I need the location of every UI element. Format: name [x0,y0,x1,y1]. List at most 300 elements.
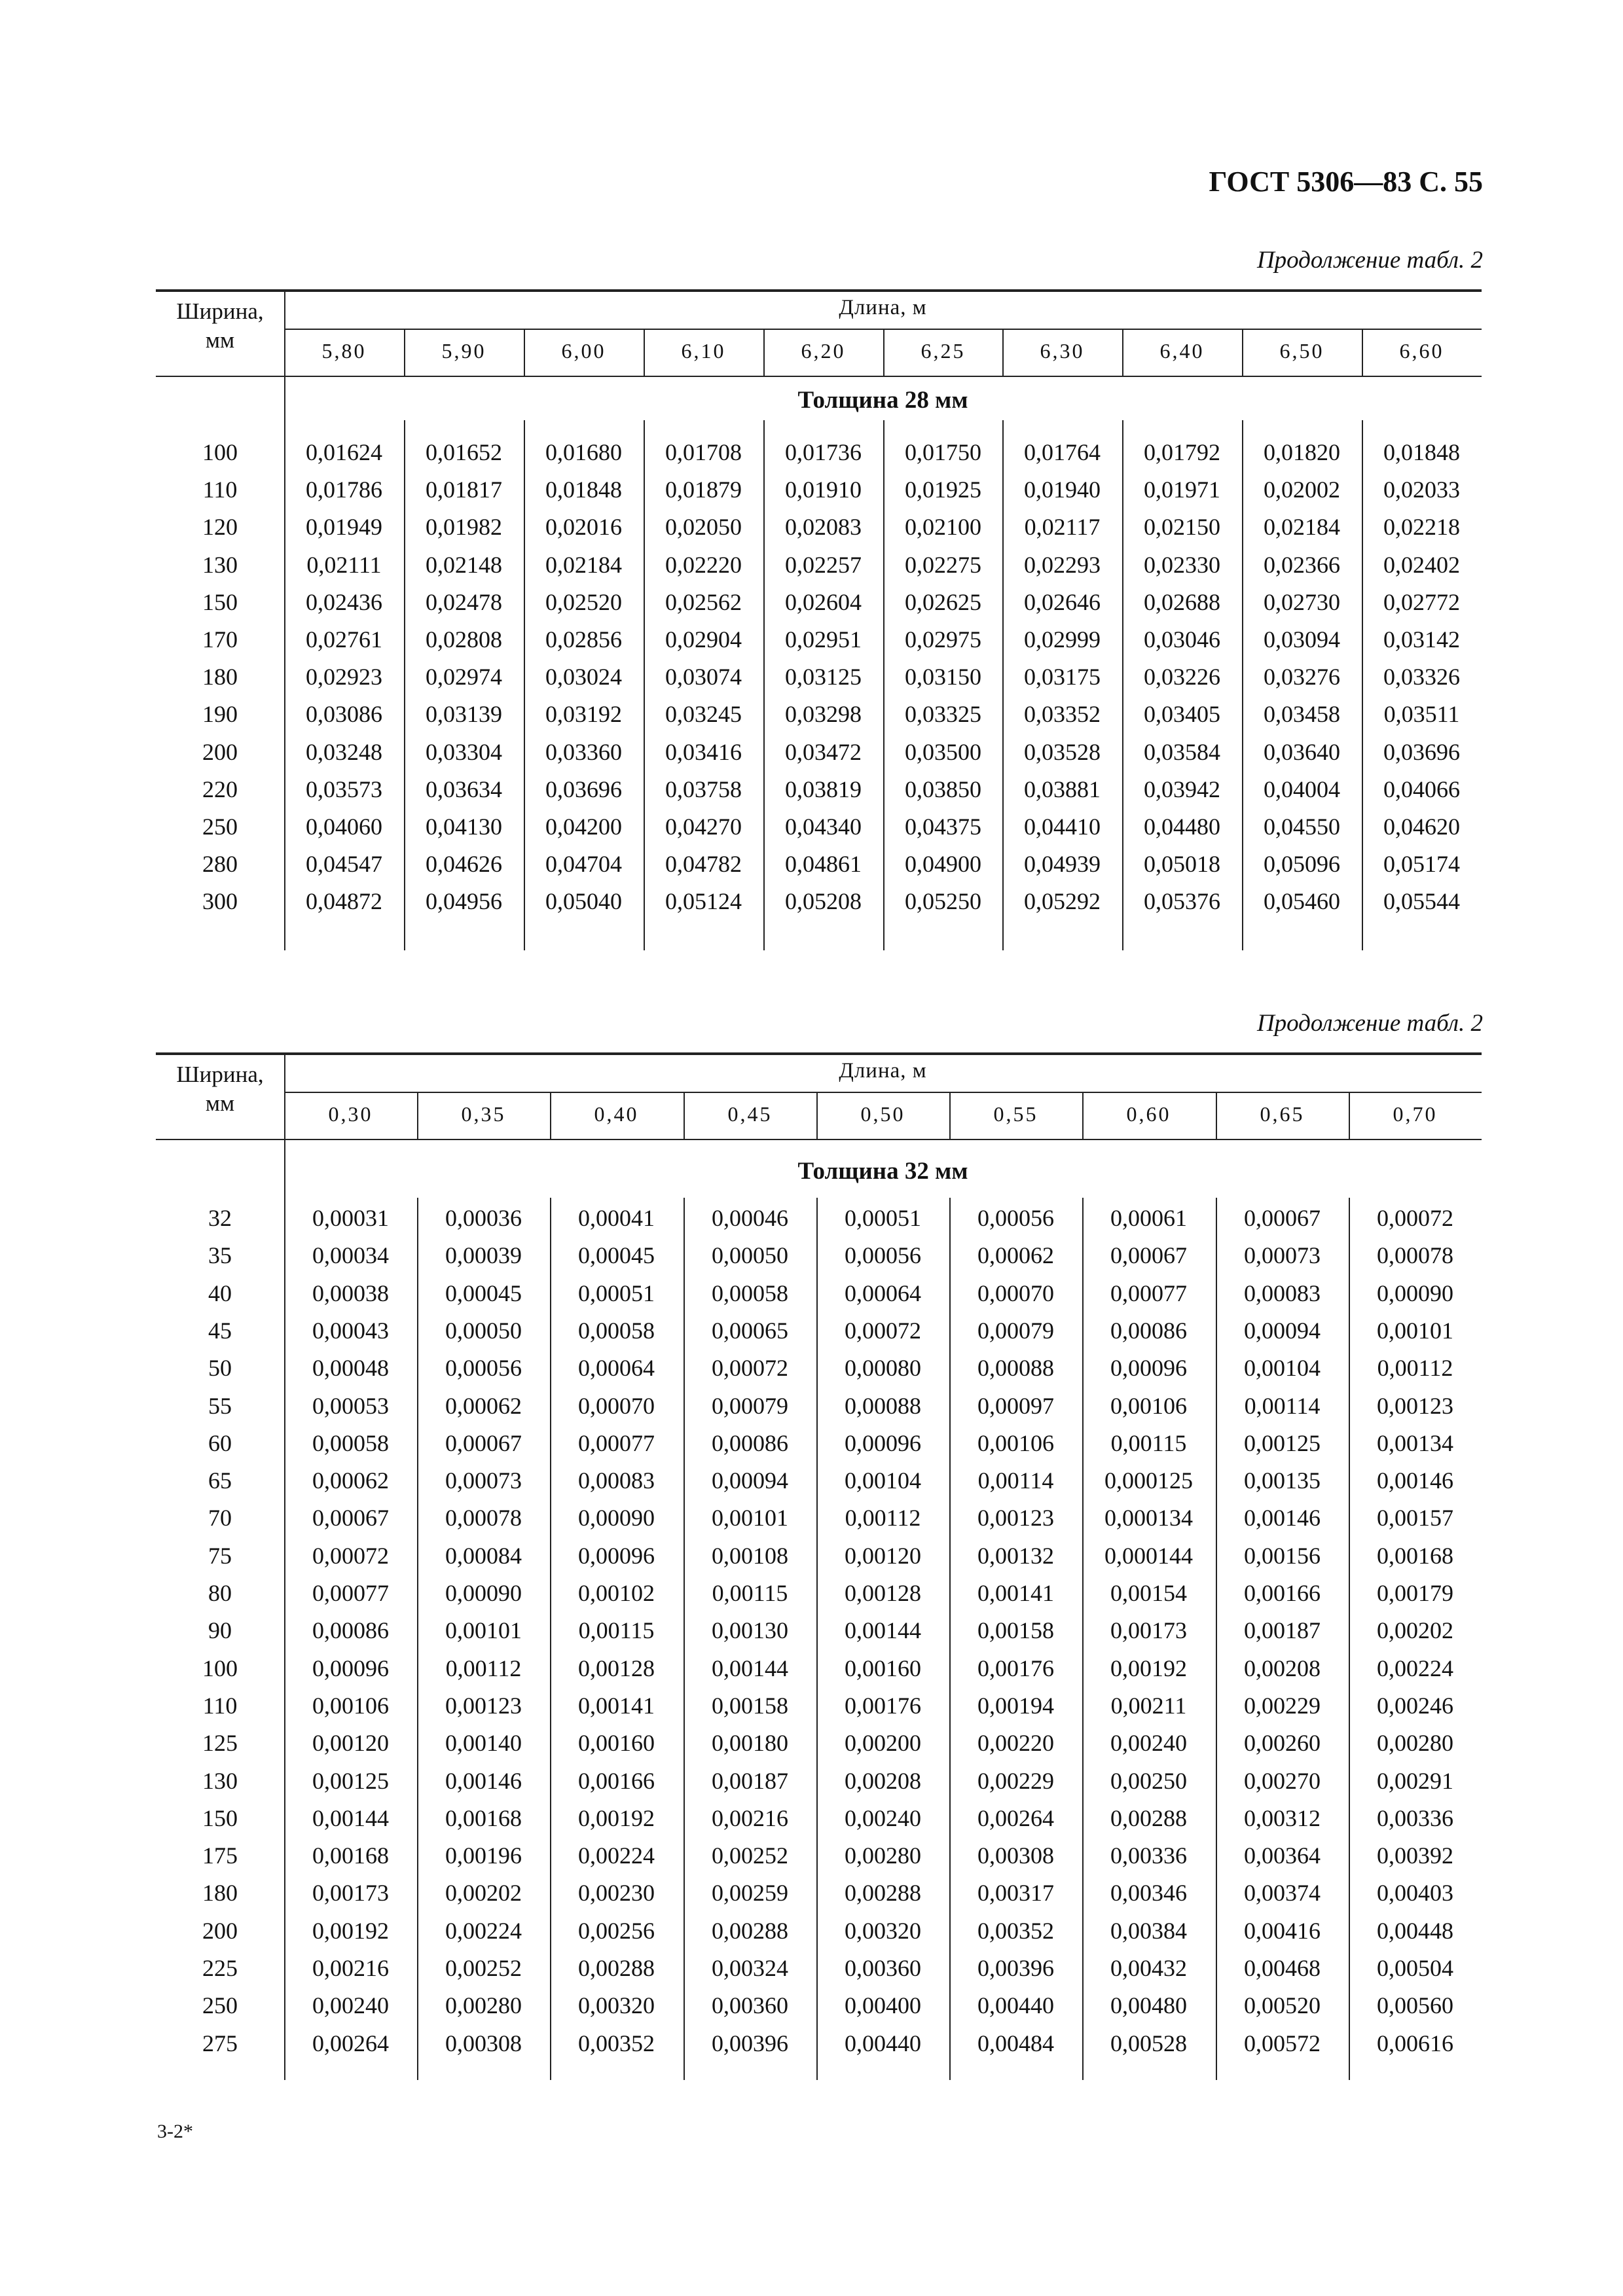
table-cell: 0,03139 [426,701,502,728]
table-cell: 0,00096 [1110,1355,1187,1382]
table-cell: 0,00120 [845,1542,921,1569]
table-cell: 0,00078 [1377,1242,1453,1269]
length-column-header: 0,30 [328,1102,373,1126]
table-cell: 0,03634 [426,776,502,802]
table-cell: 0,00158 [977,1617,1054,1644]
table-cell: 0,04410 [1024,814,1101,840]
table-cell: 0,00166 [578,1767,655,1794]
table-cell: 0,03226 [1144,664,1220,691]
table-cell: 0,00224 [445,1917,522,1944]
table-cell: 0,02111 [306,551,382,578]
table-cell: 0,02646 [1024,588,1101,615]
table-top-rule [156,289,1482,292]
weight-table-32mm [156,1052,1482,2080]
table-cell: 0,00101 [1377,1317,1453,1344]
table-cell: 0,03696 [1383,738,1460,765]
table-cell: 0,02220 [665,551,742,578]
table-cell: 0,00086 [1110,1317,1187,1344]
table-cell: 0,00073 [1244,1242,1321,1269]
table-cell: 0,00176 [845,1692,921,1719]
table-cell: 0,01820 [1264,439,1340,465]
width-column-header: Ширина, мм [176,298,264,353]
width-value: 32 [208,1205,232,1231]
table-cell: 0,01910 [785,476,862,503]
table-cell: 0,03125 [785,664,862,691]
table-cell: 0,00123 [1377,1392,1453,1419]
length-column-header: 6,40 [1159,339,1205,363]
table-cell: 0,02366 [1264,551,1340,578]
table-cell: 0,00176 [977,1655,1054,1681]
table-cell: 0,00224 [578,1842,655,1869]
length-header: Длина, м [839,1059,927,1083]
table-cell: 0,00062 [445,1392,522,1419]
table-cell: 0,00034 [312,1242,389,1269]
table-cell: 0,00416 [1244,1917,1321,1944]
length-column-header: 6,30 [1040,339,1085,363]
table-cell: 0,02257 [785,551,862,578]
length-column-header: 0,60 [1126,1102,1171,1126]
table-cell: 0,02330 [1144,551,1220,578]
table-cell: 0,00196 [445,1842,522,1869]
table-cell: 0,02562 [665,588,742,615]
table-cell: 0,03528 [1024,738,1101,765]
table-cell: 0,00114 [977,1467,1054,1494]
width-value: 280 [202,851,238,878]
table-cell: 0,03472 [785,738,862,765]
table-cell: 0,00396 [712,2030,788,2056]
table-cell: 0,01879 [665,476,742,503]
table-cell: 0,00056 [977,1205,1054,1231]
width-value: 200 [202,738,238,765]
table-cell: 0,00078 [445,1505,522,1532]
table-cell: 0,00229 [977,1767,1054,1794]
table-cell: 0,00080 [845,1355,921,1382]
table-cell: 0,03276 [1264,664,1340,691]
table-cell: 0,00192 [1110,1655,1187,1681]
table-cell: 0,04861 [785,851,862,878]
table-cell: 0,02016 [545,514,622,541]
table-cell: 0,00125 [312,1767,389,1794]
table-cell: 0,00288 [712,1917,788,1944]
table-cell: 0,00101 [445,1617,522,1644]
table-cell: 0,00560 [1377,1992,1453,2019]
table-cell: 0,00097 [977,1392,1054,1419]
width-value: 150 [202,1804,238,1831]
width-value: 55 [208,1392,232,1419]
table-cell: 0,05544 [1383,888,1460,915]
table-cell: 0,00062 [977,1242,1054,1269]
table-cell: 0,00053 [312,1392,389,1419]
table-cell: 0,01736 [785,439,862,465]
width-value: 65 [208,1467,232,1494]
table-cell: 0,00259 [712,1880,788,1907]
table-cell: 0,03942 [1144,776,1220,802]
table-cell: 0,00084 [445,1542,522,1569]
table-cell: 0,00256 [578,1917,655,1944]
length-column-header: 6,25 [921,339,966,363]
width-value: 120 [202,514,238,541]
table-cell: 0,04782 [665,851,742,878]
table-cell: 0,00062 [312,1467,389,1494]
table-cell: 0,02150 [1144,514,1220,541]
length-column-header: 0,70 [1393,1102,1438,1126]
table-cell: 0,00067 [445,1429,522,1456]
table-cell: 0,00045 [578,1242,655,1269]
table-cell: 0,00115 [578,1617,655,1644]
width-value: 75 [208,1542,232,1569]
table-cell: 0,02772 [1383,588,1460,615]
table-cell: 0,02083 [785,514,862,541]
table-cell: 0,00260 [1244,1730,1321,1757]
table-cell: 0,03074 [665,664,742,691]
table-cell: 0,00168 [445,1804,522,1831]
table-cell: 0,00123 [977,1505,1054,1532]
table-cell: 0,00360 [712,1992,788,2019]
table-cell: 0,03416 [665,738,742,765]
table-cell: 0,00125 [1244,1429,1321,1456]
length-column-header: 6,20 [801,339,846,363]
table-cell: 0,00246 [1377,1692,1453,1719]
table-header-bottom-rule [156,1139,1482,1140]
table-cell: 0,03584 [1144,738,1220,765]
table-cell: 0,00154 [1110,1580,1187,1606]
width-value: 300 [202,888,238,915]
table-cell: 0,01764 [1024,439,1101,465]
table-cell: 0,00056 [845,1242,921,1269]
table-cell: 0,00141 [578,1692,655,1719]
table-cell: 0,00291 [1377,1767,1453,1794]
table-cell: 0,00200 [845,1730,921,1757]
table-cell: 0,00144 [712,1655,788,1681]
table-cell: 0,00067 [1110,1242,1187,1269]
table-cell: 0,00096 [312,1655,389,1681]
width-value: 220 [202,776,238,802]
table-cell: 0,05096 [1264,851,1340,878]
table-cell: 0,00308 [977,1842,1054,1869]
table-cell: 0,01624 [306,439,382,465]
table-cell: 0,00146 [1377,1467,1453,1494]
table-cell: 0,00083 [1244,1280,1321,1306]
table-cell: 0,00106 [312,1692,389,1719]
table-cell: 0,00072 [845,1317,921,1344]
width-value: 170 [202,626,238,653]
table-cell: 0,00202 [1377,1617,1453,1644]
table-cell: 0,04550 [1264,814,1340,840]
table-cell: 0,00202 [445,1880,522,1907]
table-cell: 0,00039 [445,1242,522,1269]
table-cell: 0,01949 [306,514,382,541]
table-cell: 0,02808 [426,626,502,653]
table-cell: 0,04547 [306,851,382,878]
table-cell: 0,03758 [665,776,742,802]
table-cell: 0,00346 [1110,1880,1187,1907]
table-cell: 0,00056 [445,1355,522,1382]
table-cell: 0,00224 [1377,1655,1453,1681]
table-cell: 0,000125 [1104,1467,1193,1494]
table-cell: 0,00187 [712,1767,788,1794]
table-cell: 0,01848 [1383,439,1460,465]
table-cell: 0,00320 [578,1992,655,2019]
table-cell: 0,03640 [1264,738,1340,765]
table-cell: 0,00288 [845,1880,921,1907]
table-cell: 0,03024 [545,664,622,691]
table-cell: 0,000134 [1104,1505,1193,1532]
table-cell: 0,02148 [426,551,502,578]
table-cell: 0,00046 [712,1205,788,1231]
table-cell: 0,00050 [712,1242,788,1269]
table-cell: 0,00079 [977,1317,1054,1344]
table-top-rule [156,1052,1482,1055]
table-cell: 0,05292 [1024,888,1101,915]
length-column-header: 0,35 [461,1102,506,1126]
table-cell: 0,00312 [1244,1804,1321,1831]
table-cell: 0,00141 [977,1580,1054,1606]
width-value: 130 [202,551,238,578]
table-cell: 0,04939 [1024,851,1101,878]
table-cell: 0,00146 [445,1767,522,1794]
table-cell: 0,00088 [977,1355,1054,1382]
table-cell: 0,00252 [712,1842,788,1869]
table-cell: 0,00088 [845,1392,921,1419]
table-cell: 0,00114 [1244,1392,1321,1419]
table-cell: 0,00112 [445,1655,522,1681]
table-cell: 0,00048 [312,1355,389,1382]
table-cell: 0,00320 [845,1917,921,1944]
table-cell: 0,00392 [1377,1842,1453,1869]
width-value: 100 [202,1655,238,1681]
table-cell: 0,03325 [905,701,981,728]
table-cell: 0,04626 [426,851,502,878]
width-value: 250 [202,814,238,840]
table-cell: 0,00058 [312,1429,389,1456]
width-value: 150 [202,588,238,615]
table-cell: 0,02218 [1383,514,1460,541]
table-cell: 0,04066 [1383,776,1460,802]
width-value: 275 [202,2030,238,2056]
table-cell: 0,00031 [312,1205,389,1231]
length-column-header: 5,80 [321,339,367,363]
table-cell: 0,03696 [545,776,622,802]
table-cell: 0,05124 [665,888,742,915]
table-cell: 0,00288 [1110,1804,1187,1831]
table-cell: 0,00230 [578,1880,655,1907]
table-cell: 0,00135 [1244,1467,1321,1494]
table-cell: 0,01925 [905,476,981,503]
table-cell: 0,00157 [1377,1505,1453,1532]
table-cell: 0,05250 [905,888,981,915]
table-cell: 0,00179 [1377,1580,1453,1606]
table-continuation-label: Продолжение табл. 2 [1256,1010,1483,1037]
table-cell: 0,00123 [445,1692,522,1719]
table-cell: 0,03304 [426,738,502,765]
table-cell: 0,00160 [578,1730,655,1757]
table-cell: 0,02293 [1024,551,1101,578]
table-cell: 0,00352 [578,2030,655,2056]
table-cell: 0,00096 [845,1429,921,1456]
table-cell: 0,00144 [312,1804,389,1831]
table-cell: 0,00440 [845,2030,921,2056]
table-cell: 0,00280 [1377,1730,1453,1757]
table-cell: 0,03175 [1024,664,1101,691]
table-cell: 0,02033 [1383,476,1460,503]
table-cell: 0,02184 [1264,514,1340,541]
table-cell: 0,00336 [1377,1804,1453,1831]
table-cell: 0,00144 [845,1617,921,1644]
table-cell: 0,01982 [426,514,502,541]
length-column-header: 6,00 [561,339,606,363]
table-cell: 0,00317 [977,1880,1054,1907]
table-cell: 0,00156 [1244,1542,1321,1569]
table-cell: 0,00400 [845,1992,921,2019]
table-length-rule [284,1092,1482,1093]
table-cell: 0,00102 [578,1580,655,1606]
table-cell: 0,00146 [1244,1505,1321,1532]
table-cell: 0,00240 [312,1992,389,2019]
table-cell: 0,01940 [1024,476,1101,503]
table-cell: 0,02730 [1264,588,1340,615]
table-cell: 0,00090 [445,1580,522,1606]
table-cell: 0,00288 [578,1955,655,1981]
table-cell: 0,03881 [1024,776,1101,802]
table-cell: 0,04004 [1264,776,1340,802]
table-cell: 0,00216 [312,1955,389,1981]
table-cell: 0,00308 [445,2030,522,2056]
table-cell: 0,00520 [1244,1992,1321,2019]
width-value: 250 [202,1992,238,2019]
table-cell: 0,02604 [785,588,862,615]
table-cell: 0,00192 [312,1917,389,1944]
table-cell: 0,00264 [312,2030,389,2056]
table-cell: 0,00448 [1377,1917,1453,1944]
table-cell: 0,00440 [977,1992,1054,2019]
width-value: 70 [208,1505,232,1532]
table-cell: 0,00194 [977,1692,1054,1719]
width-column-header: Ширина, мм [176,1062,264,1116]
table-cell: 0,00120 [312,1730,389,1757]
table-cell: 0,01792 [1144,439,1220,465]
table-cell: 0,00528 [1110,2030,1187,2056]
table-cell: 0,00086 [312,1617,389,1644]
table-cell: 0,00229 [1244,1692,1321,1719]
table-cell: 0,03248 [306,738,382,765]
table-cell: 0,00043 [312,1317,389,1344]
length-column-header: 6,10 [681,339,726,363]
table-cell: 0,03405 [1144,701,1220,728]
table-cell: 0,04340 [785,814,862,840]
table-cell: 0,00096 [578,1542,655,1569]
table-cell: 0,02923 [306,664,382,691]
table-cell: 0,00067 [312,1505,389,1532]
table-cell: 0,00077 [312,1580,389,1606]
table-cell: 0,00173 [1110,1617,1187,1644]
table-cell: 0,00264 [977,1804,1054,1831]
table-cell: 0,00208 [845,1767,921,1794]
table-cell: 0,00072 [712,1355,788,1382]
table-cell: 0,00128 [578,1655,655,1681]
table-cell: 0,01680 [545,439,622,465]
table-cell: 0,01786 [306,476,382,503]
table-cell: 0,03360 [545,738,622,765]
table-cell: 0,00140 [445,1730,522,1757]
width-value: 50 [208,1355,232,1382]
table-cell: 0,01817 [426,476,502,503]
table-cell: 0,00090 [1377,1280,1453,1306]
table-cell: 0,00168 [1377,1542,1453,1569]
table-cell: 0,00094 [1244,1317,1321,1344]
table-cell: 0,03046 [1144,626,1220,653]
table-cell: 0,00211 [1110,1692,1187,1719]
table-cell: 0,00041 [578,1205,655,1231]
table-cell: 0,03850 [905,776,981,802]
table-cell: 0,00108 [712,1542,788,1569]
table-cell: 0,02402 [1383,551,1460,578]
table-cell: 0,00045 [445,1280,522,1306]
table-cell: 0,00112 [1377,1355,1453,1382]
width-value: 45 [208,1317,232,1344]
width-value: 80 [208,1580,232,1606]
table-cell: 0,00374 [1244,1880,1321,1907]
table-cell: 0,00360 [845,1955,921,1981]
table-cell: 0,00187 [1244,1617,1321,1644]
table-cell: 0,00572 [1244,2030,1321,2056]
table-cell: 0,03573 [306,776,382,802]
table-cell: 0,00173 [312,1880,389,1907]
length-column-header: 6,50 [1279,339,1324,363]
table-cell: 0,02625 [905,588,981,615]
table-cell: 0,00090 [578,1505,655,1532]
width-value: 225 [202,1955,238,1981]
table-cell: 0,00112 [845,1505,921,1532]
table-cell: 0,00250 [1110,1767,1187,1794]
table-cell: 0,00072 [312,1542,389,1569]
table-cell: 0,00160 [845,1655,921,1681]
table-cell: 0,00083 [578,1467,655,1494]
table-cell: 0,00252 [445,1955,522,1981]
table-cell: 0,01652 [426,439,502,465]
width-value: 200 [202,1917,238,1944]
table-cell: 0,02100 [905,514,981,541]
length-column-header: 5,90 [441,339,486,363]
table-cell: 0,00158 [712,1692,788,1719]
table-cell: 0,00067 [1244,1205,1321,1231]
table-cell: 0,03458 [1264,701,1340,728]
table-cell: 0,04704 [545,851,622,878]
table-cell: 0,02761 [306,626,382,653]
table-cell: 0,02478 [426,588,502,615]
table-cell: 0,00220 [977,1730,1054,1757]
table-cell: 0,00240 [1110,1730,1187,1757]
table-cell: 0,02904 [665,626,742,653]
table-cell: 0,04620 [1383,814,1460,840]
table-cell: 0,05174 [1383,851,1460,878]
table-cell: 0,04956 [426,888,502,915]
table-cell: 0,00403 [1377,1880,1453,1907]
table-cell: 0,00050 [445,1317,522,1344]
table-cell: 0,03352 [1024,701,1101,728]
width-value: 180 [202,1880,238,1907]
width-value: 110 [202,476,238,503]
length-column-header: 0,50 [860,1102,905,1126]
table-cell: 0,03086 [306,701,382,728]
table-cell: 0,05376 [1144,888,1220,915]
table-cell: 0,05018 [1144,851,1220,878]
table-cell: 0,00077 [578,1429,655,1456]
width-value: 180 [202,664,238,691]
table-cell: 0,03326 [1383,664,1460,691]
table-cell: 0,02520 [545,588,622,615]
table-cell: 0,03500 [905,738,981,765]
table-cell: 0,05208 [785,888,862,915]
